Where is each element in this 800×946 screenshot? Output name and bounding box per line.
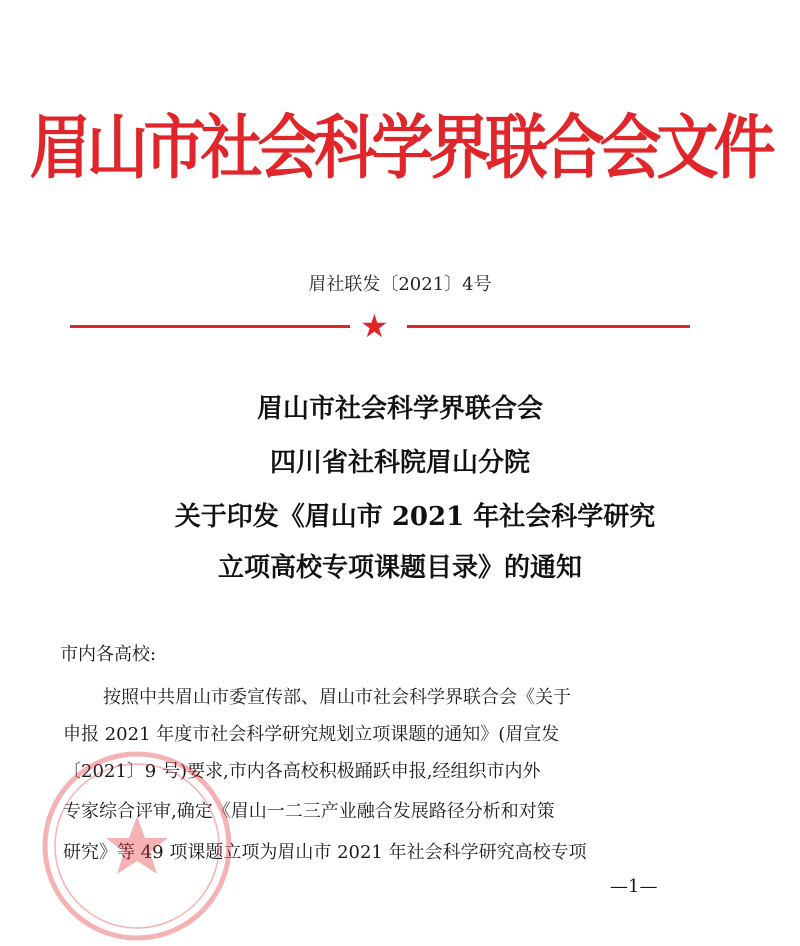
- body-line: 研究》等 49 项课题立项为眉山市 2021 年社会科学研究高校专项: [63, 842, 587, 863]
- page-number: —1—: [610, 876, 658, 897]
- body-line: 〔2021〕9 号)要求,市内各高校积极踊跃申报,经组织市内外: [63, 761, 541, 782]
- body-line: 申报 2021 年度市社会科学研究规划立项课题的通知》(眉宣发: [63, 724, 560, 745]
- body-line: 专家综合评审,确定《眉山一二三产业融合发展路径分析和对策: [63, 801, 555, 822]
- red-divider-left: [70, 325, 350, 328]
- masthead-title: 眉山市社会科学界联合会文件: [29, 106, 771, 189]
- notice-title-line-1: 眉山市社会科学界联合会: [256, 394, 543, 424]
- red-divider-right: [407, 325, 690, 328]
- notice-title-line-3: 关于印发《眉山市 2021 年社会科学研究: [174, 502, 656, 532]
- document-number: 眉社联发〔2021〕4号: [308, 274, 492, 295]
- salutation: 市内各高校:: [60, 644, 157, 665]
- notice-title-line-4: 立项高校专项课题目录》的通知: [217, 553, 582, 583]
- official-seal-icon: [37, 746, 237, 946]
- body-line: 按照中共眉山市委宣传部、眉山市社会科学界联合会《关于: [103, 687, 571, 708]
- notice-title-line-2: 四川省社科院眉山分院: [269, 448, 530, 478]
- star-icon: ★: [360, 307, 389, 345]
